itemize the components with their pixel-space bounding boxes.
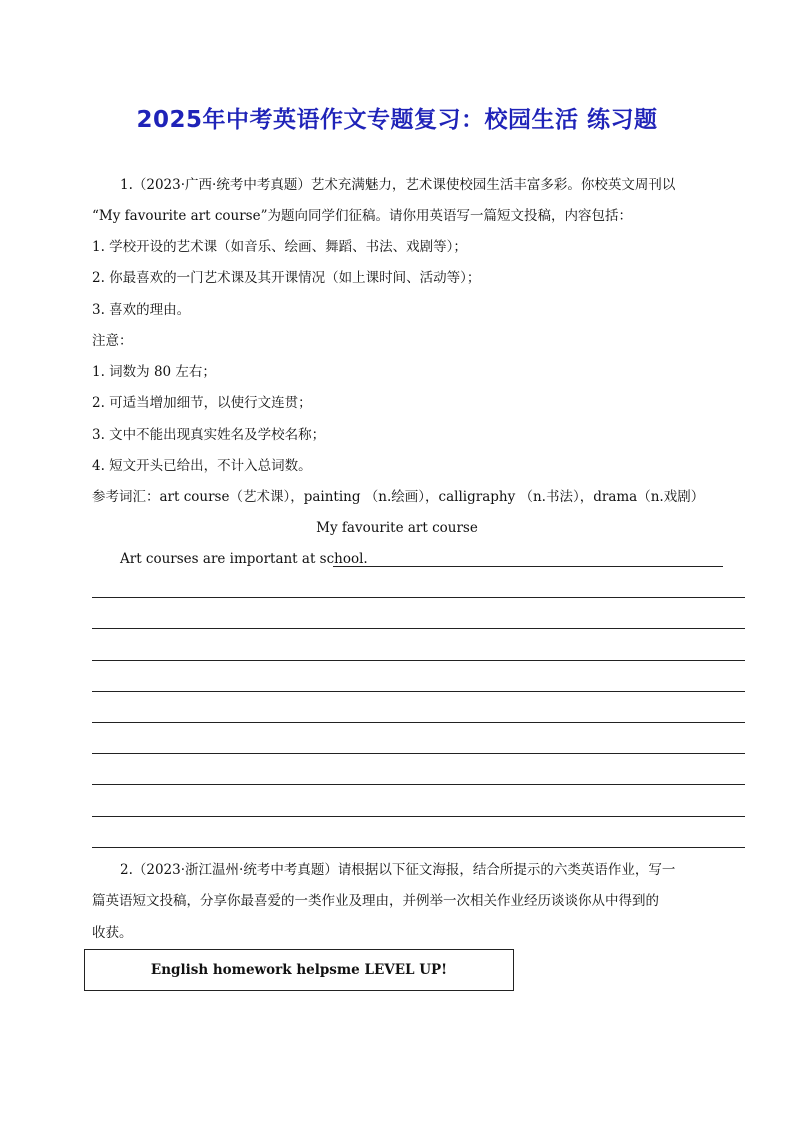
poster-heading: English homework helpsme LEVEL UP!	[150, 962, 448, 978]
q1-prompt-line-2: “My favourite art course”为题向同学们征稿。请你用英语写一篇短文投稿，内容包括：	[92, 208, 632, 224]
page-title: 2025年中考英语作文专题复习：校园生活 练习题	[136, 107, 658, 133]
q1-note-2: 2. 可适当增加细节，以使行文连贯；	[92, 395, 312, 411]
q1-content-item-2: 2. 你最喜欢的一门艺术课及其开课情况（如上课时间、活动等）；	[92, 270, 481, 286]
q1-note-1: 1. 词数为 80 左右；	[92, 364, 216, 380]
writing-line	[92, 597, 745, 598]
q1-prompt-line-1: 1.（2023·广西·统考中考真题）艺术充满魅力，艺术课使校园生活丰富多彩。你校英文周刊以	[120, 177, 676, 193]
writing-line	[92, 847, 745, 848]
q2-prompt-line-2: 篇英语短文投稿，分享你最喜爱的一类作业及理由，并例举一次相关作业经历谈谈你从中得到的	[92, 893, 659, 909]
q1-note-3: 3. 文中不能出现真实姓名及学校名称；	[92, 427, 326, 443]
q1-note-4: 4. 短文开头已给出，不计入总词数。	[92, 458, 312, 474]
writing-line	[92, 628, 745, 629]
writing-line	[92, 784, 745, 785]
q2-prompt-line-3: 收获。	[92, 925, 133, 941]
writing-line	[92, 660, 745, 661]
q1-notes-heading: 注意：	[92, 333, 133, 349]
q1-reference-vocabulary: 参考词汇：art course（艺术课），painting （n.绘画），calligraphy （n.书法），drama（n.戏剧）	[92, 489, 705, 505]
writing-line	[92, 722, 745, 723]
writing-line	[92, 691, 745, 692]
poster-box	[84, 949, 514, 991]
essay-opening-sentence: Art courses are important at school.	[120, 551, 368, 567]
q1-content-item-3: 3. 喜欢的理由。	[92, 302, 191, 318]
q2-prompt-line-1: 2.（2023·浙江温州·统考中考真题）请根据以下征文海报，结合所提示的六类英语作业，写一	[120, 862, 676, 878]
essay-title: My favourite art course	[316, 520, 478, 536]
writing-line	[92, 753, 745, 754]
writing-line	[92, 816, 745, 817]
q1-content-item-1: 1. 学校开设的艺术课（如音乐、绘画、舞蹈、书法、戏剧等）；	[92, 239, 467, 255]
writing-blank-first	[333, 566, 723, 567]
